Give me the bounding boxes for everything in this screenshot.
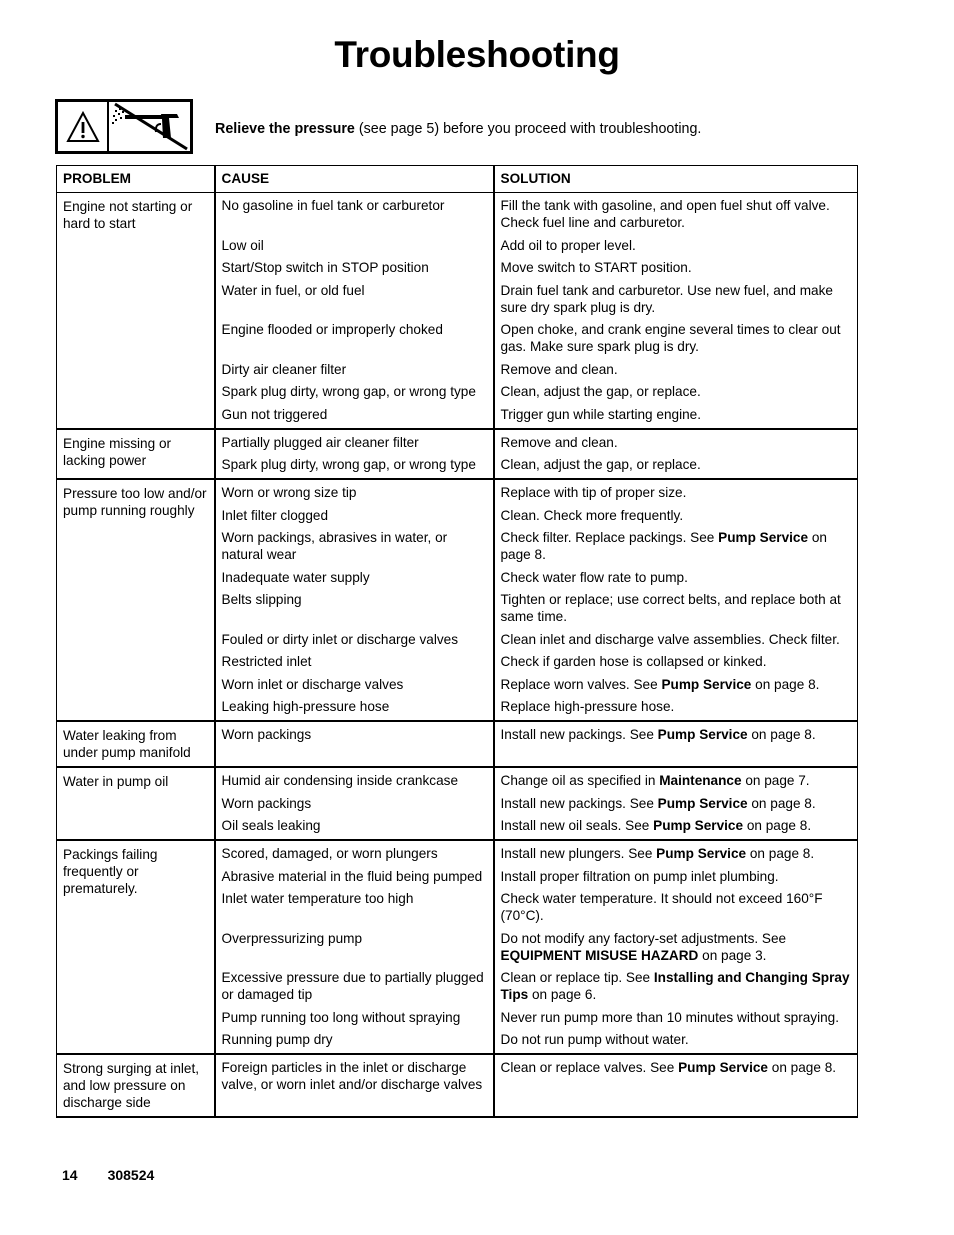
cause-text: Low oil [221, 237, 264, 253]
cause-text: Overpressurizing pump [221, 930, 363, 946]
solution-segment: Replace high-pressure hose. [500, 699, 675, 714]
solution-segment: Remove and clean. [500, 361, 618, 377]
solution-text [501, 1059, 852, 1093]
cause-text: Fouled or dirty inlet or discharge valves [221, 631, 458, 647]
solution-text [501, 321, 852, 355]
cause-text: Partially plugged air cleaner filter [221, 434, 419, 450]
solution-text [501, 890, 852, 924]
solution-segment: Replace with tip of proper size. [500, 485, 687, 500]
solution-text [501, 259, 852, 276]
header-solution: SOLUTION [494, 166, 858, 193]
solution-text [501, 434, 852, 451]
cause-text: Excessive pressure due to partially plugged or damaged tip [221, 970, 484, 1002]
solution-segment: Check water flow rate to pump. [500, 569, 688, 585]
solution-segment: Clean or replace valves. See [500, 1060, 679, 1075]
page-number: 14 [62, 1167, 78, 1183]
solution-segment: on page 8. [747, 727, 816, 742]
cause-text: Inadequate water supply [221, 569, 370, 585]
cause-text: Foreign particles in the inlet or discharge valve, or worn inlet and/or discharge valves [221, 1060, 483, 1092]
solution-segment: Never run pump more than 10 minutes without spraying. [500, 1009, 840, 1025]
table-row [57, 193, 858, 429]
solution-text [501, 529, 852, 563]
cause-cell [215, 767, 494, 840]
header-problem: PROBLEM [57, 166, 215, 193]
notice-text: (see page 5) before you proceed with troubleshooting. [354, 121, 702, 137]
cause-cell [215, 721, 494, 767]
solution-text [501, 361, 852, 378]
solution-cell [494, 1054, 858, 1117]
solution-segment: Install new packings. See [500, 795, 658, 811]
problem-cell: Engine missing or lacking power [57, 429, 215, 480]
solution-reference: Pump Service [653, 818, 744, 833]
solution-text [501, 484, 852, 501]
solution-text [501, 726, 852, 743]
solution-reference: Pump Service [661, 676, 752, 692]
solution-segment: Move switch to START position. [500, 260, 692, 275]
solution-segment: Install new packings. See [500, 727, 658, 742]
cause-text: Inlet water temperature too high [221, 891, 414, 906]
solution-segment: Install new oil seals. See [500, 818, 654, 833]
solution-segment: Check if garden hose is collapsed or kinked. [500, 654, 767, 669]
cause-text: Scored, damaged, or worn plungers [221, 846, 438, 861]
cause-text: Start/Stop switch in STOP position [221, 260, 429, 275]
solution-reference: EQUIPMENT MISUSE HAZARD [500, 947, 699, 963]
solution-text [501, 698, 852, 715]
solution-text [501, 406, 852, 423]
solution-segment: Clean inlet and discharge valve assemblies. Check filter. [500, 631, 840, 647]
page-footer [62, 1167, 154, 1183]
solution-segment: Add oil to proper level. [500, 237, 636, 253]
cause-text: Water in fuel, or old fuel [221, 282, 365, 298]
header-cause: CAUSE [215, 166, 494, 193]
no-spraying-gun-icon [109, 102, 190, 151]
pressure-notice [215, 121, 701, 137]
warning-triangle-icon [58, 102, 109, 151]
document-number: 308524 [107, 1167, 155, 1183]
cause-cell [215, 840, 494, 1054]
table-body [57, 193, 858, 1118]
solution-cell [494, 767, 858, 840]
cause-text: Worn packings, abrasives in water, or natural wear [221, 530, 448, 562]
solution-text [501, 772, 852, 789]
solution-text [501, 817, 852, 834]
cause-text: Oil seals leaking [221, 818, 321, 833]
cause-text: Belts slipping [221, 592, 302, 607]
solution-cell [494, 429, 858, 480]
solution-text [501, 383, 852, 400]
warning-symbols [55, 99, 193, 154]
cause-cell [215, 479, 494, 721]
solution-cell [494, 840, 858, 1054]
solution-text [501, 631, 852, 648]
cause-text: Worn packings [221, 727, 312, 742]
cause-text: Dirty air cleaner filter [221, 361, 347, 377]
solution-segment: Clean. Check more frequently. [500, 507, 684, 523]
table-row [57, 429, 858, 480]
problem-cell: Engine not starting or hard to start [57, 193, 215, 429]
solution-segment: Install new plungers. See [500, 846, 657, 861]
solution-segment: Open choke, and crank engine several times to clear out gas. Make sure spark plug is dry. [500, 322, 841, 354]
solution-segment: Fill the tank with gasoline, and open fuel shut off valve. Check fuel line and carburetor. [500, 198, 830, 230]
cause-text: Abrasive material in the fluid being pumped [221, 868, 483, 884]
solution-text [501, 868, 852, 885]
solution-reference: Pump Service [657, 795, 748, 811]
solution-segment: on page 8. [743, 818, 812, 833]
solution-reference: Pump Service [656, 846, 747, 861]
solution-text [501, 237, 852, 254]
solution-segment: Do not run pump without water. [500, 1032, 689, 1047]
solution-segment: Clean or replace tip. See [500, 970, 654, 985]
table-row [57, 721, 858, 767]
problem-cell: Strong surging at inlet, and low pressure on discharge side [57, 1054, 215, 1117]
solution-segment: Clean, adjust the gap, or replace. [500, 457, 701, 472]
solution-segment: on page 3. [698, 947, 767, 963]
cause-text: Running pump dry [221, 1032, 333, 1047]
solution-text [501, 1031, 852, 1048]
table-row [57, 479, 858, 721]
solution-segment: on page 8. [500, 530, 827, 562]
solution-segment: on page 7. [741, 773, 810, 788]
cause-cell [215, 1054, 494, 1117]
cause-text: Worn inlet or discharge valves [221, 676, 404, 692]
cause-text: Worn or wrong size tip [221, 485, 357, 500]
solution-segment: Check water temperature. It should not exceed 160°F (70°C). [500, 891, 823, 923]
cause-text: Restricted inlet [221, 654, 312, 669]
notice-bold: Relieve the pressure [215, 121, 355, 137]
solution-text [501, 676, 852, 693]
solution-text [501, 795, 852, 812]
solution-text [501, 969, 852, 1003]
solution-segment: on page 8. [746, 846, 815, 861]
solution-text [501, 1009, 852, 1026]
solution-reference: Pump Service [657, 727, 748, 742]
solution-segment: Remove and clean. [500, 434, 618, 450]
solution-segment: on page 8. [747, 795, 816, 811]
solution-cell [494, 193, 858, 429]
cause-cell [215, 429, 494, 480]
solution-cell [494, 721, 858, 767]
cause-text: No gasoline in fuel tank or carburetor [221, 198, 445, 213]
solution-segment: Do not modify any factory-set adjustments. See [500, 930, 787, 946]
solution-text [501, 569, 852, 586]
solution-reference: Installing and Changing Spray Tips [500, 970, 850, 1002]
solution-segment: Replace worn valves. See [500, 676, 662, 692]
table-row [57, 840, 858, 1054]
solution-text [501, 507, 852, 524]
solution-segment: Drain fuel tank and carburetor. Use new fuel, and make sure dry spark plug is dry. [500, 282, 833, 315]
cause-text: Leaking high-pressure hose [221, 699, 390, 714]
solution-segment: on page 6. [528, 987, 597, 1002]
cause-text: Spark plug dirty, wrong gap, or wrong type [221, 457, 476, 472]
cause-text: Humid air condensing inside crankcase [221, 773, 459, 788]
cause-text: Spark plug dirty, wrong gap, or wrong type [221, 384, 476, 399]
solution-reference: Pump Service [678, 1060, 768, 1075]
solution-text [501, 845, 852, 862]
solution-text [501, 282, 852, 316]
solution-cell [494, 479, 858, 721]
solution-segment: Clean, adjust the gap, or replace. [500, 384, 701, 399]
solution-text [501, 591, 852, 625]
cause-text: Pump running too long without spraying [221, 1009, 461, 1025]
cause-text: Inlet filter clogged [221, 507, 329, 523]
cause-text: Worn packings [221, 795, 312, 811]
table-row [57, 767, 858, 840]
problem-cell: Water in pump oil [57, 767, 215, 840]
solution-segment: Trigger gun while starting engine. [500, 406, 701, 422]
problem-cell: Packings failing frequently or prematurely. [57, 840, 215, 1054]
problem-cell: Pressure too low and/or pump running roughly [57, 479, 215, 721]
solution-text [501, 197, 852, 231]
solution-segment: on page 8. [751, 676, 820, 692]
solution-text [501, 456, 852, 473]
solution-reference: Maintenance [659, 773, 742, 788]
cause-text: Gun not triggered [221, 406, 328, 422]
cause-text: Engine flooded or improperly choked [221, 322, 443, 337]
table-header-row [57, 166, 858, 193]
solution-segment: Change oil as specified in [500, 773, 660, 788]
table-row [57, 1054, 858, 1117]
cause-cell [215, 193, 494, 429]
solution-reference: Pump Service [718, 530, 809, 545]
solution-text [501, 653, 852, 670]
troubleshooting-table [56, 165, 858, 1118]
solution-segment: Tighten or replace; use correct belts, and replace both at same time. [500, 592, 841, 624]
solution-segment: Check filter. Replace packings. See [500, 530, 719, 545]
solution-text [501, 930, 852, 964]
page-title: Troubleshooting [334, 34, 620, 75]
solution-segment: on page 8. [768, 1060, 837, 1075]
solution-segment: Install proper filtration on pump inlet plumbing. [500, 868, 779, 884]
problem-cell: Water leaking from under pump manifold [57, 721, 215, 767]
